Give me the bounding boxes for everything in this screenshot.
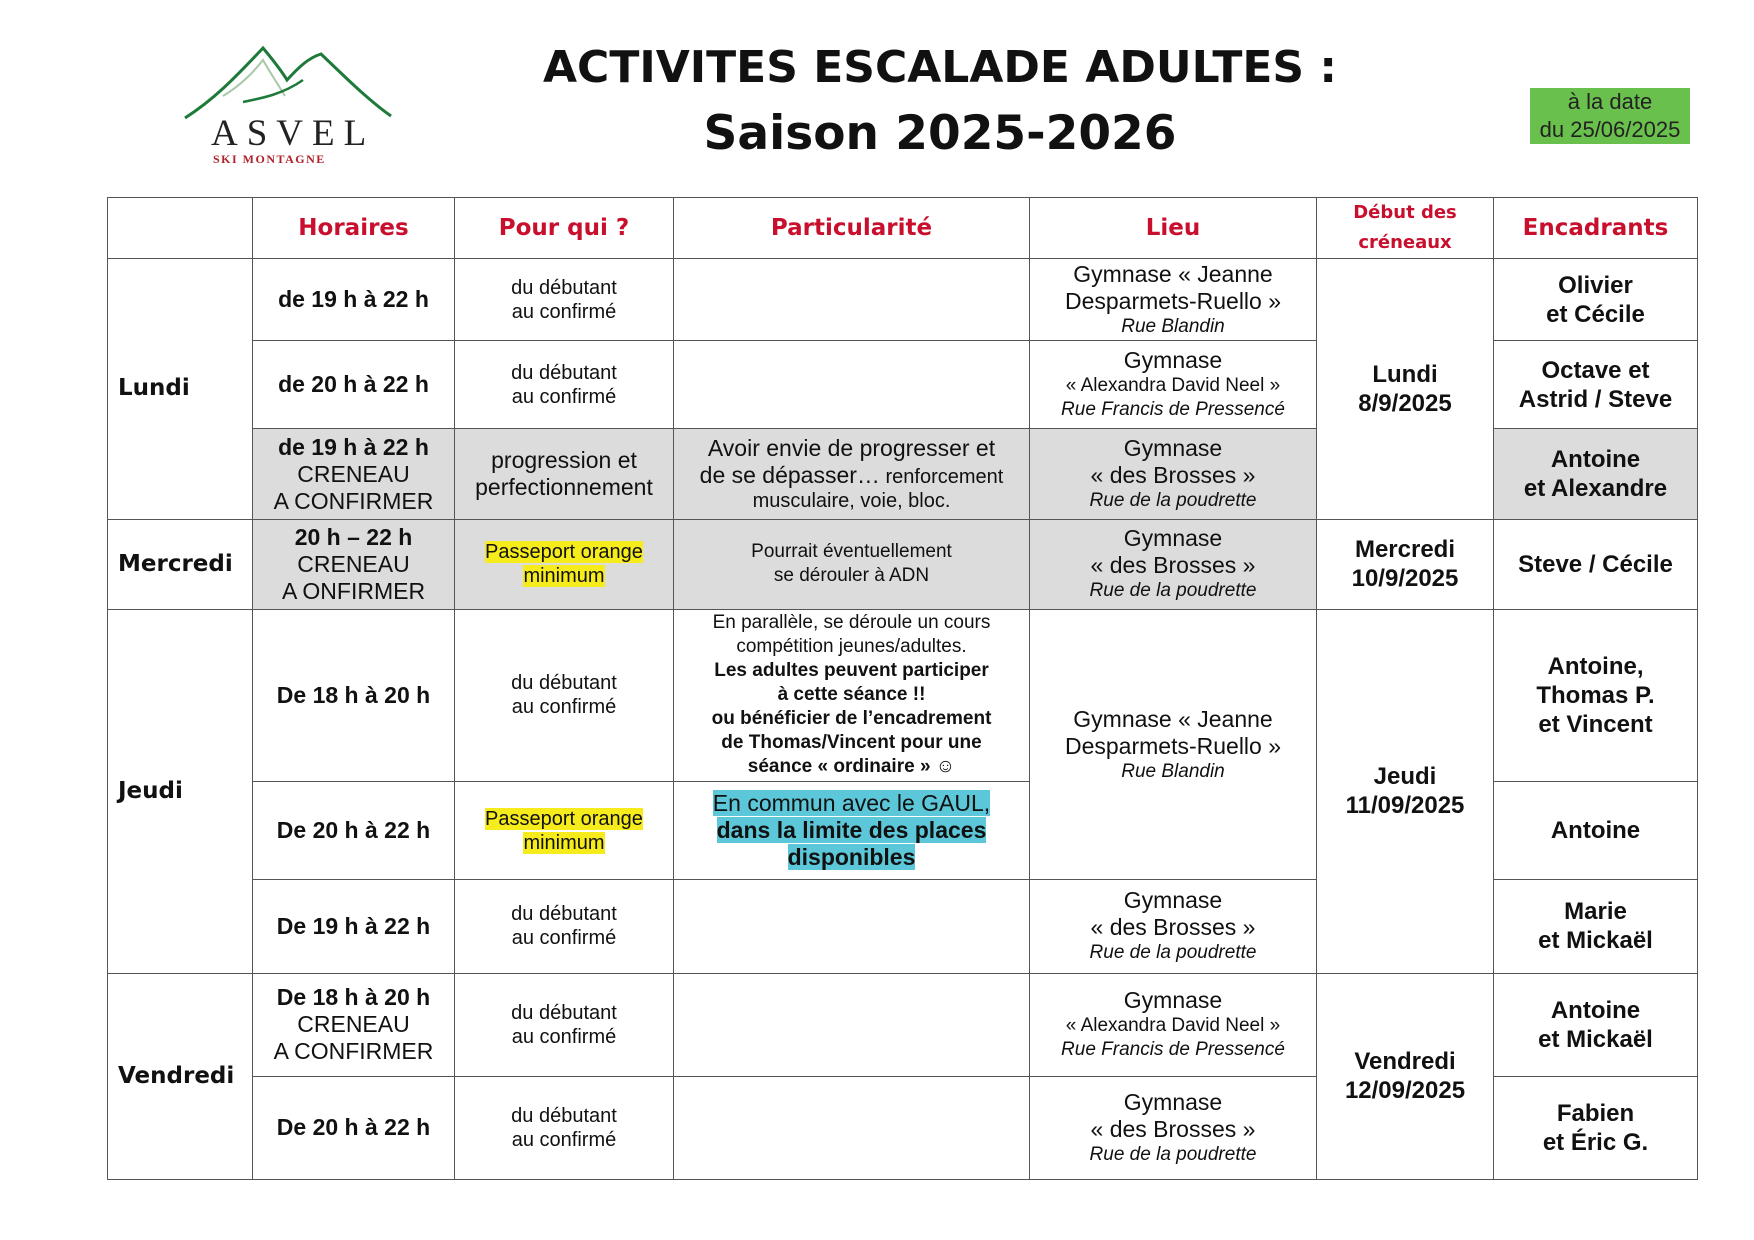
page-title: ACTIVITES ESCALADE ADULTES : — [542, 42, 1338, 93]
pour-qui-cell: du débutant au confirmé — [455, 973, 674, 1076]
lieu-cell: Gymnase « Alexandra David Neel » Rue Francis de Pressencé — [1030, 973, 1317, 1076]
pour-qui-cell: progression et perfectionnement — [455, 429, 674, 519]
particularite-cell: En parallèle, se déroule un cours compétition jeunes/adultes. Les adultes peuvent participer à cette séance !! ou bénéficier de l’encadrement de Thomas/Vincent pour une séance « ordinaire » ☺ — [674, 609, 1030, 781]
header-debut: Début des créneaux — [1317, 198, 1494, 259]
horaire-cell: De 18 h à 20 h CRENEAU A CONFIRMER — [253, 973, 455, 1076]
encadrants-cell: Antoine — [1494, 782, 1698, 880]
day-mercredi: Mercredi — [108, 519, 253, 609]
particularite-cell — [674, 973, 1030, 1076]
table-row — [108, 609, 1698, 781]
pour-qui-cell: du débutant au confirmé — [455, 1076, 674, 1179]
header-day — [108, 198, 253, 259]
header-pour-qui: Pour qui ? — [455, 198, 674, 259]
particularite-cell — [674, 880, 1030, 973]
debut-cell: Jeudi 11/09/2025 — [1317, 609, 1494, 973]
pour-qui-cell: du débutant au confirmé — [455, 341, 674, 429]
asvel-logo — [183, 40, 393, 170]
day-jeudi: Jeudi — [108, 609, 253, 973]
encadrants-cell: Marie et Mickaël — [1494, 880, 1698, 973]
horaire-cell: 20 h – 22 h CRENEAU A ONFIRMER — [253, 519, 455, 609]
day-lundi: Lundi — [108, 259, 253, 520]
schedule-table — [107, 197, 1698, 1180]
particularite-cell — [674, 1076, 1030, 1179]
encadrants-cell: Olivier et Cécile — [1494, 259, 1698, 341]
horaire-cell: De 18 h à 20 h — [253, 609, 455, 781]
particularite-cell: Avoir envie de progresser et de se dépasser… renforcement musculaire, voie, bloc. — [674, 429, 1030, 519]
debut-cell: Lundi 8/9/2025 — [1317, 259, 1494, 520]
horaire-cell: de 19 h à 22 h — [253, 259, 455, 341]
debut-cell: Vendredi 12/09/2025 — [1317, 973, 1494, 1180]
encadrants-cell: Antoine et Mickaël — [1494, 973, 1698, 1076]
pour-qui-cell: du débutant au confirmé — [455, 609, 674, 781]
particularite-cell — [674, 341, 1030, 429]
mountain-logo-icon — [183, 40, 393, 120]
lieu-cell: Gymnase « Jeanne Desparmets-Ruello » Rue Blandin — [1030, 259, 1317, 341]
particularite-cell — [674, 259, 1030, 341]
pour-qui-cell: du débutant au confirmé — [455, 259, 674, 341]
date-note-line2: du 25/06/2025 — [1539, 117, 1681, 142]
encadrants-cell: Steve / Cécile — [1494, 519, 1698, 609]
lieu-cell: Gymnase « des Brosses » Rue de la poudrette — [1030, 429, 1317, 519]
header-lieu: Lieu — [1030, 198, 1317, 259]
pour-qui-cell: du débutant au confirmé — [455, 880, 674, 973]
pour-qui-cell: Passeport orange minimum — [455, 782, 674, 880]
header-horaires: Horaires — [253, 198, 455, 259]
table-row — [108, 973, 1698, 1076]
encadrants-cell: Fabien et Éric G. — [1494, 1076, 1698, 1179]
lieu-cell: Gymnase « Jeanne Desparmets-Ruello » Rue Blandin — [1030, 609, 1317, 880]
debut-cell: Mercredi 10/9/2025 — [1317, 519, 1494, 609]
day-vendredi: Vendredi — [108, 973, 253, 1180]
particularite-cell: En commun avec le GAUL, dans la limite des places disponibles — [674, 782, 1030, 880]
encadrants-cell: Antoine, Thomas P. et Vincent — [1494, 609, 1698, 781]
horaire-cell: De 19 h à 22 h — [253, 880, 455, 973]
header-encadrants: Encadrants — [1494, 198, 1698, 259]
page-subtitle: Saison 2025-2026 — [703, 106, 1177, 161]
encadrants-cell: Octave et Astrid / Steve — [1494, 341, 1698, 429]
header-particularite: Particularité — [674, 198, 1030, 259]
date-note — [1530, 88, 1690, 144]
horaire-cell: De 20 h à 22 h — [253, 1076, 455, 1179]
table-row — [108, 519, 1698, 609]
date-note-line1: à la date — [1567, 89, 1653, 114]
lieu-cell: Gymnase « des Brosses » Rue de la poudrette — [1030, 880, 1317, 973]
logo-name: ASVEL — [211, 113, 376, 154]
particularite-cell: Pourrait éventuellement se dérouler à ADN — [674, 519, 1030, 609]
logo-subtitle: SKI MONTAGNE — [213, 152, 326, 166]
lieu-cell: Gymnase « des Brosses » Rue de la poudrette — [1030, 519, 1317, 609]
horaire-cell: De 20 h à 22 h — [253, 782, 455, 880]
lieu-cell: Gymnase « Alexandra David Neel » Rue Francis de Pressencé — [1030, 341, 1317, 429]
encadrants-cell: Antoine et Alexandre — [1494, 429, 1698, 519]
lieu-cell: Gymnase « des Brosses » Rue de la poudrette — [1030, 1076, 1317, 1179]
horaire-cell: de 19 h à 22 h CRENEAU A CONFIRMER — [253, 429, 455, 519]
horaire-cell: de 20 h à 22 h — [253, 341, 455, 429]
table-header-row — [108, 198, 1698, 259]
pour-qui-cell: Passeport orange minimum — [455, 519, 674, 609]
table-row — [108, 259, 1698, 341]
